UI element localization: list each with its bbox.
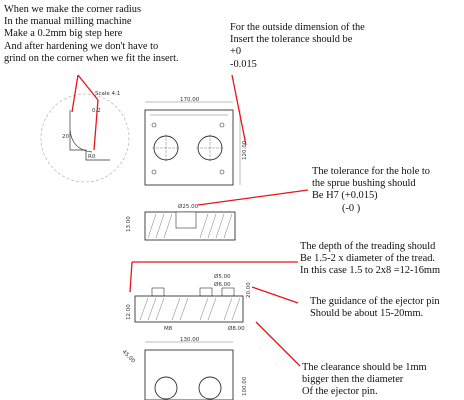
ejector-slot-b bbox=[200, 288, 212, 296]
note-line: grind on the corner when we fit the insert. bbox=[4, 52, 179, 64]
note-line: And after hardening we don't have to bbox=[4, 40, 159, 52]
section-2-outline bbox=[135, 296, 243, 322]
note-line: In this case 1.5 to 2x8 =12-16mm bbox=[300, 265, 441, 277]
dim-sprue: Ø25.00 bbox=[178, 204, 199, 210]
note-outside-dimension bbox=[230, 22, 365, 71]
top-plate-outline bbox=[145, 110, 233, 185]
note-line: +0 bbox=[230, 46, 242, 58]
detail-circle bbox=[41, 94, 129, 182]
corner-profile bbox=[70, 110, 110, 160]
note-ejector-guidance bbox=[310, 296, 440, 320]
note-line: The depth of the treading should bbox=[300, 241, 436, 252]
leader-outside bbox=[232, 75, 246, 145]
dim-bot-left: 12.00 bbox=[126, 304, 132, 320]
note-line: Be 1.5-2 x diameter of the tread. bbox=[300, 253, 436, 265]
note-line: bigger then the diameter bbox=[302, 374, 404, 386]
note-clearance bbox=[302, 362, 427, 399]
note-line: The clearance should be 1mm bbox=[302, 362, 427, 373]
dim-b: Ø6.00 bbox=[214, 282, 231, 288]
leader-corner-a bbox=[72, 75, 78, 112]
ejector-slot-c bbox=[222, 288, 234, 296]
section-2-hatch bbox=[140, 298, 240, 320]
dim-top-height: 120.00 bbox=[242, 140, 248, 160]
ejector-hole-left bbox=[155, 377, 177, 399]
leader-thread-b bbox=[130, 262, 132, 292]
note-line: The tolerance for the hole to bbox=[312, 166, 430, 177]
bolt-hole bbox=[152, 170, 156, 174]
dim-c: Ø8.00 bbox=[228, 326, 245, 332]
dim-m8: M8 bbox=[164, 326, 173, 332]
ejector-slot-a bbox=[152, 288, 164, 296]
note-line: In the manual milling machine bbox=[4, 16, 132, 28]
leader-guidance bbox=[252, 287, 298, 303]
bolt-hole bbox=[220, 123, 224, 127]
note-line: (-0 ) bbox=[342, 202, 361, 214]
note-hole-tolerance bbox=[312, 166, 430, 215]
note-line: the sprue bushing should bbox=[312, 178, 416, 190]
sprue-cavity bbox=[176, 212, 196, 228]
note-line: Should be about 15-20mm. bbox=[310, 308, 424, 320]
leader-hole bbox=[198, 190, 308, 205]
corner-radius-arc bbox=[70, 130, 92, 152]
ejector-hole-right bbox=[199, 377, 221, 399]
note-line: Insert the tolerance should be bbox=[230, 34, 353, 46]
bolt-hole bbox=[220, 170, 224, 174]
dim-r: 20 bbox=[62, 134, 69, 140]
dim-angle: 45.00 bbox=[120, 349, 136, 365]
note-line: -0.015 bbox=[230, 58, 257, 70]
dim-r0: R0 bbox=[88, 154, 96, 160]
dim-left-h: 13.00 bbox=[126, 216, 132, 232]
dim-top-width: 170.00 bbox=[180, 97, 200, 103]
note-line: The guidance of the ejector pin bbox=[310, 296, 440, 307]
scale-label: Scale 4:1 bbox=[95, 91, 121, 97]
note-line: Make a 0.2mm big step here bbox=[4, 28, 123, 40]
dim-bot-right: 20.00 bbox=[246, 282, 252, 298]
note-line: For the outside dimension of the bbox=[230, 22, 365, 33]
dim-bot-width: 130.00 bbox=[180, 337, 200, 343]
dim-a: Ø5.00 bbox=[214, 274, 231, 280]
note-line: When we make the corner radius bbox=[4, 4, 142, 15]
note-thread-depth bbox=[300, 241, 440, 278]
dim-bottom-plate: 100.00 bbox=[242, 376, 248, 396]
dim-step: 0.2 bbox=[92, 108, 101, 114]
note-line: Of the ejector pin. bbox=[302, 386, 378, 398]
leader-corner-b bbox=[78, 75, 98, 100]
leader-clearance bbox=[256, 322, 300, 366]
note-corner-radius bbox=[4, 4, 179, 65]
bolt-hole bbox=[152, 123, 156, 127]
note-line: Be H7 (+0.015) bbox=[312, 190, 378, 202]
